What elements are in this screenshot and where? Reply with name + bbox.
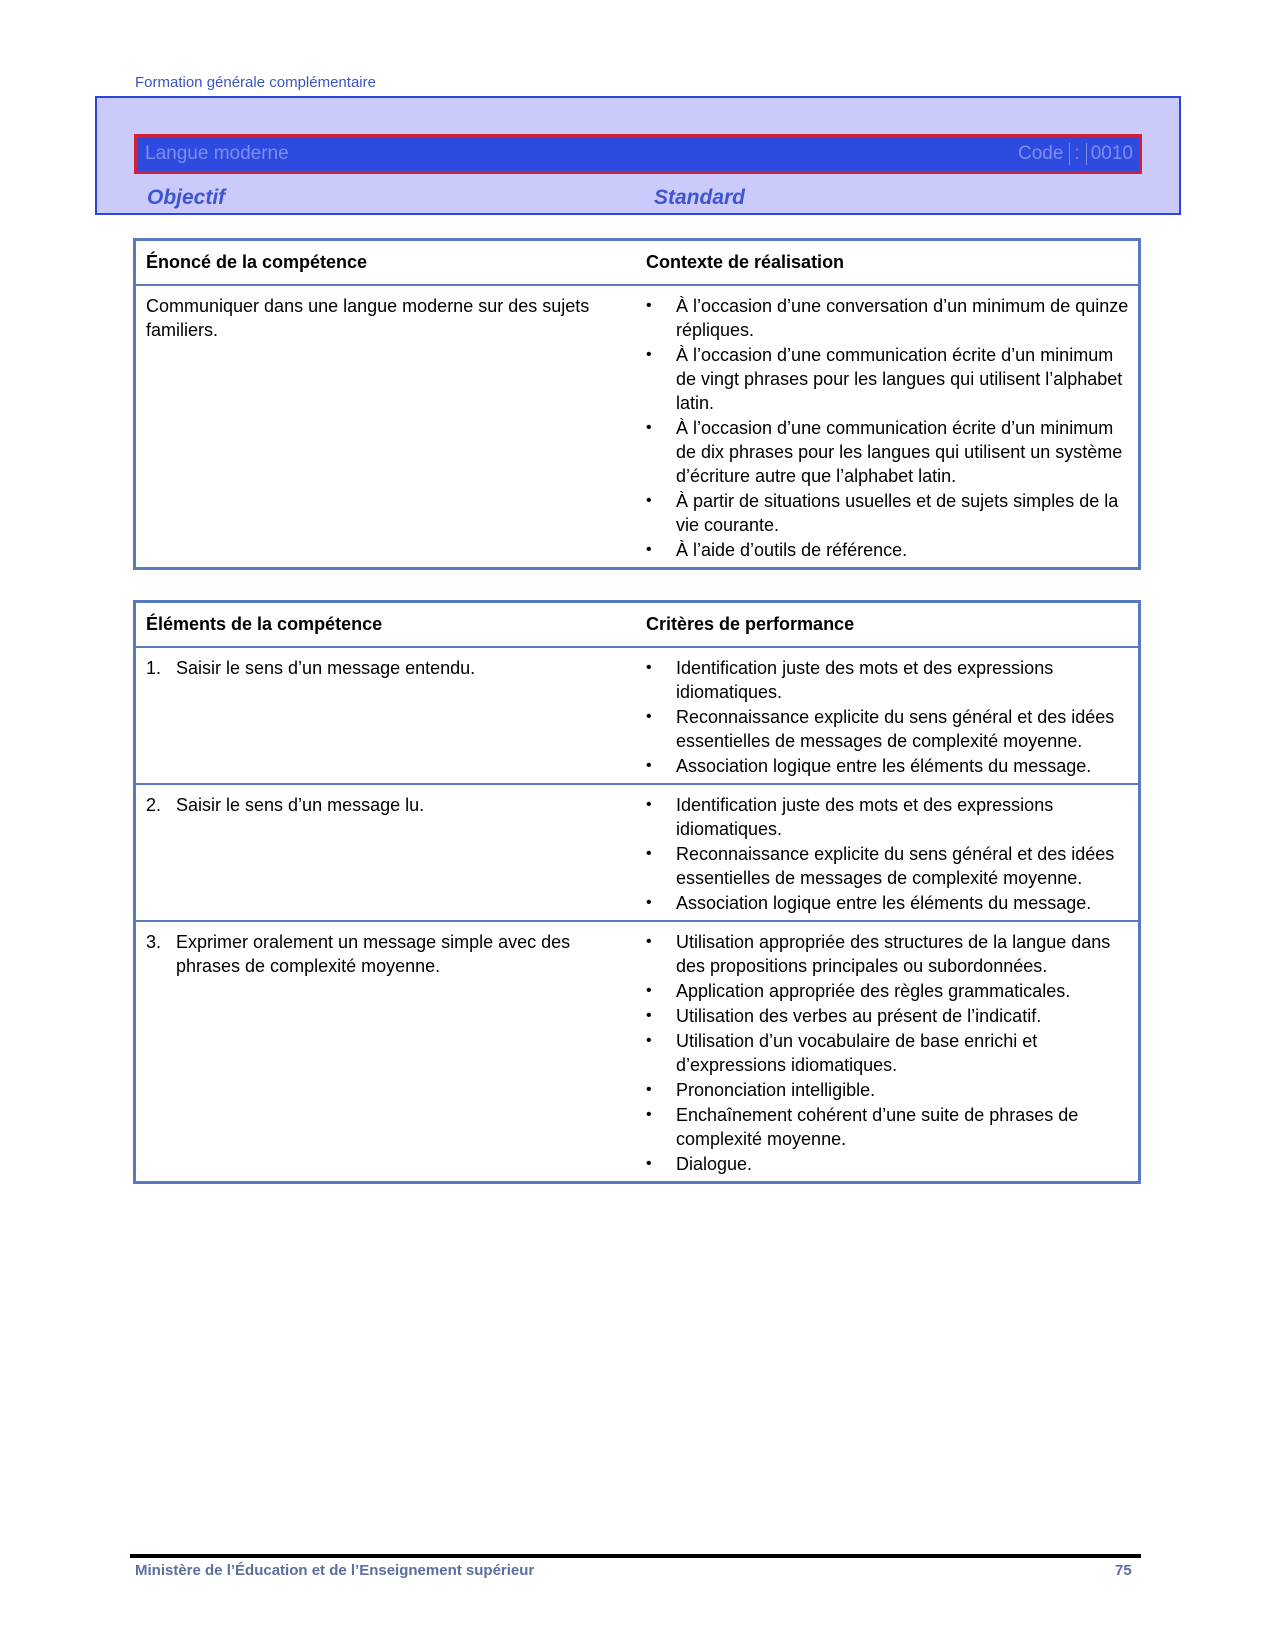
course-code-value: 0010 bbox=[1086, 143, 1133, 165]
title-band bbox=[95, 96, 1181, 215]
element-number: 3. bbox=[146, 932, 162, 952]
element-row bbox=[136, 648, 1138, 783]
context-item: • À partir de situations usuelles et de sujets simples de la vie courante. bbox=[646, 489, 1138, 537]
standard-label: Standard bbox=[654, 186, 746, 209]
criterion-item: • Reconnaissance explicite du sens général et des idées essentielles de messages de complexité moyenne. bbox=[646, 842, 1138, 890]
elements-table-header bbox=[136, 603, 1138, 648]
competence-table bbox=[133, 238, 1141, 570]
context-item: • À l’aide d’outils de référence. bbox=[646, 538, 1138, 562]
course-code-separator: : bbox=[1069, 143, 1079, 165]
page-number: 75 bbox=[1115, 1562, 1132, 1579]
course-code-label: Code bbox=[1018, 143, 1064, 164]
element-text: Saisir le sens d’un message lu. bbox=[176, 795, 425, 815]
criterion-item: • Identification juste des mots et des expressions idiomatiques. bbox=[646, 793, 1138, 841]
course-name-word-1: Langue bbox=[145, 143, 209, 164]
criteria-list bbox=[646, 656, 1138, 778]
course-name-word-2: moderne bbox=[213, 143, 289, 164]
criterion-item: • Association logique entre les éléments du message. bbox=[646, 754, 1138, 778]
criterion-item: • Dialogue. bbox=[646, 1152, 1138, 1176]
competence-row bbox=[136, 286, 1138, 567]
context-list bbox=[646, 294, 1138, 562]
element-text: Saisir le sens d’un message entendu. bbox=[176, 658, 476, 678]
elements-header: Éléments de la compétence bbox=[146, 614, 383, 634]
criterion-item: • Reconnaissance explicite du sens général et des idées essentielles de messages de complexité moyenne. bbox=[646, 705, 1138, 753]
element-row bbox=[136, 920, 1138, 1181]
statement-header: Énoncé de la compétence bbox=[146, 252, 368, 272]
element-number: 2. bbox=[146, 795, 162, 815]
context-item: • À l’occasion d’une conversation d’un minimum de quinze répliques. bbox=[646, 294, 1138, 342]
criteria-header: Critères de performance bbox=[646, 614, 855, 634]
criterion-item: • Utilisation d’un vocabulaire de base enrichi et d’expressions idiomatiques. bbox=[646, 1029, 1138, 1077]
context-item: • À l’occasion d’une communication écrite d’un minimum de vingt phrases pour les langues qui utilisent l’alphabet latin. bbox=[646, 343, 1138, 415]
element-row bbox=[136, 783, 1138, 920]
footer-rule bbox=[130, 1554, 1141, 1558]
criterion-item: • Utilisation appropriée des structures de la langue dans des propositions principales ou subordonnées. bbox=[646, 930, 1138, 978]
criterion-item: • Identification juste des mots et des expressions idiomatiques. bbox=[646, 656, 1138, 704]
context-header: Contexte de réalisation bbox=[646, 252, 845, 272]
criterion-item: • Prononciation intelligible. bbox=[646, 1078, 1138, 1102]
course-title-bar bbox=[134, 134, 1142, 174]
course-code bbox=[1018, 143, 1133, 165]
objectif-label: Objectif bbox=[147, 186, 226, 209]
context-item: • À l’occasion d’une communication écrite d’un minimum de dix phrases pour les langues qui utilisent un système d’écriture autre que l’alphabet latin. bbox=[646, 416, 1138, 488]
criterion-item: • Enchaînement cohérent d’une suite de phrases de complexité moyenne. bbox=[646, 1103, 1138, 1151]
competence-statement: Communiquer dans une langue moderne sur des sujets familiers. bbox=[146, 296, 590, 340]
element-number: 1. bbox=[146, 658, 162, 678]
competence-table-header bbox=[136, 241, 1138, 286]
footer-ministry: Ministère de l’Éducation et de l’Enseignement supérieur bbox=[135, 1562, 535, 1579]
criteria-list bbox=[646, 930, 1138, 1176]
criterion-item: • Association logique entre les éléments du message. bbox=[646, 891, 1138, 915]
element-text: Exprimer oralement un message simple avec des phrases de complexité moyenne. bbox=[176, 932, 571, 976]
criterion-item: • Application appropriée des règles grammaticales. bbox=[646, 979, 1138, 1003]
elements-table bbox=[133, 600, 1141, 1184]
running-header: Formation générale complémentaire bbox=[135, 74, 376, 91]
course-name bbox=[145, 143, 289, 165]
criteria-list bbox=[646, 793, 1138, 915]
criterion-item: • Utilisation des verbes au présent de l’indicatif. bbox=[646, 1004, 1138, 1028]
